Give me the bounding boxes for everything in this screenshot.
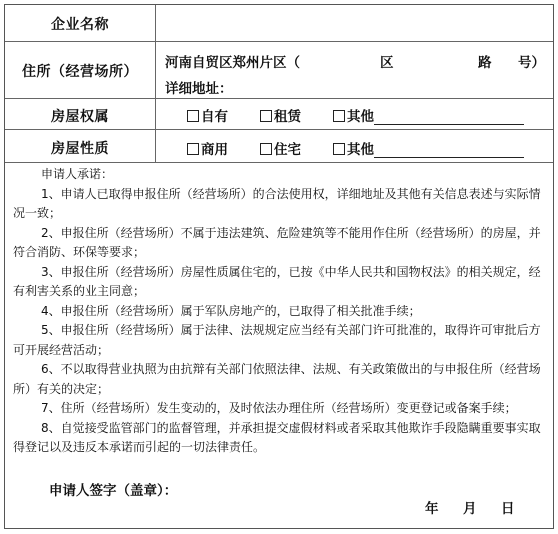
signature-field[interactable]	[197, 479, 397, 497]
commitment-item: 7、住所（经营场所）发生变动的，及时依法办理住所（经营场所）变更登记或备案手续；	[41, 401, 517, 415]
company-name-field[interactable]	[165, 14, 545, 34]
company-name-label: 企业名称	[51, 17, 109, 33]
commitment-form	[4, 4, 554, 529]
row-divider	[5, 41, 553, 42]
address-label: 住所（经营场所）	[22, 64, 138, 80]
commitment-item: 4、申报住所（经营场所）属于军队房地产的，已取得了相关批准手续；	[41, 303, 421, 318]
checkbox-icon[interactable]	[333, 143, 345, 155]
ownership-option-rent[interactable]: 租赁	[260, 105, 301, 125]
address-prefix: 河南自贸区郑州片区（	[165, 55, 300, 71]
date-month: 月	[463, 501, 477, 517]
checkbox-icon[interactable]	[260, 143, 272, 155]
column-divider	[155, 5, 156, 162]
checkbox-icon[interactable]	[260, 110, 272, 122]
nature-option-residential[interactable]: 住宅	[260, 138, 301, 158]
signature-label: 申请人签字（盖章）：	[49, 483, 178, 499]
commitment-heading: 申请人承诺：	[41, 167, 114, 181]
ownership-option-own[interactable]: 自有	[187, 105, 228, 125]
checkbox-icon[interactable]	[187, 143, 199, 155]
ownership-option-other[interactable]: 其他	[333, 105, 524, 125]
commitment-item: 2、申报住所（经营场所）不属于违法建筑、危险建筑等不能用作住所（经营场所）的房屋，并符合消防、环保等要求；	[13, 225, 541, 259]
commitment-item: 1、申请人已取得申报住所（经营场所）的合法使用权，详细地址及其他有关信息表述与实际情况一致；	[13, 186, 541, 220]
address-road: 路	[478, 55, 492, 71]
ownership-other-blank[interactable]	[374, 110, 524, 125]
row-divider	[5, 98, 553, 99]
address-detail-label: 详细地址：	[165, 81, 233, 97]
nature-label: 房屋性质	[51, 141, 109, 157]
commitment-item: 8、自觉接受监管部门的监督管理，并承担提交虚假材料或者采取其他欺诈手段隐瞒重要事实取得登记以及违反本承诺而引起的一切法律责任。	[13, 420, 541, 454]
commitment-item: 3、申报住所（经营场所）房屋性质属住宅的，已按《中华人民共和国物权法》的相关规定，经有利害关系的业主同意；	[13, 264, 541, 298]
commitment-item: 5、申报住所（经营场所）属于法律、法规规定应当经有关部门许可批准的，取得许可审批后方可开展经营活动；	[13, 323, 541, 357]
commitment-item: 6、不以取得营业执照为由抗辩有关部门依照法律、法规、有关政策做出的与申报住所（经营场所）有关的决定；	[13, 362, 541, 396]
address-number: 号）	[518, 55, 545, 71]
ownership-label: 房屋权属	[51, 109, 109, 125]
date-day: 日	[501, 501, 515, 517]
date-year: 年	[425, 501, 439, 517]
row-divider	[5, 162, 553, 163]
nature-option-commercial[interactable]: 商用	[187, 138, 228, 158]
nature-option-other[interactable]: 其他	[333, 138, 524, 158]
checkbox-icon[interactable]	[187, 110, 199, 122]
row-divider	[5, 129, 553, 130]
commitment-section	[5, 165, 553, 458]
address-district: 区	[380, 55, 394, 71]
checkbox-icon[interactable]	[333, 110, 345, 122]
nature-other-blank[interactable]	[374, 143, 524, 158]
